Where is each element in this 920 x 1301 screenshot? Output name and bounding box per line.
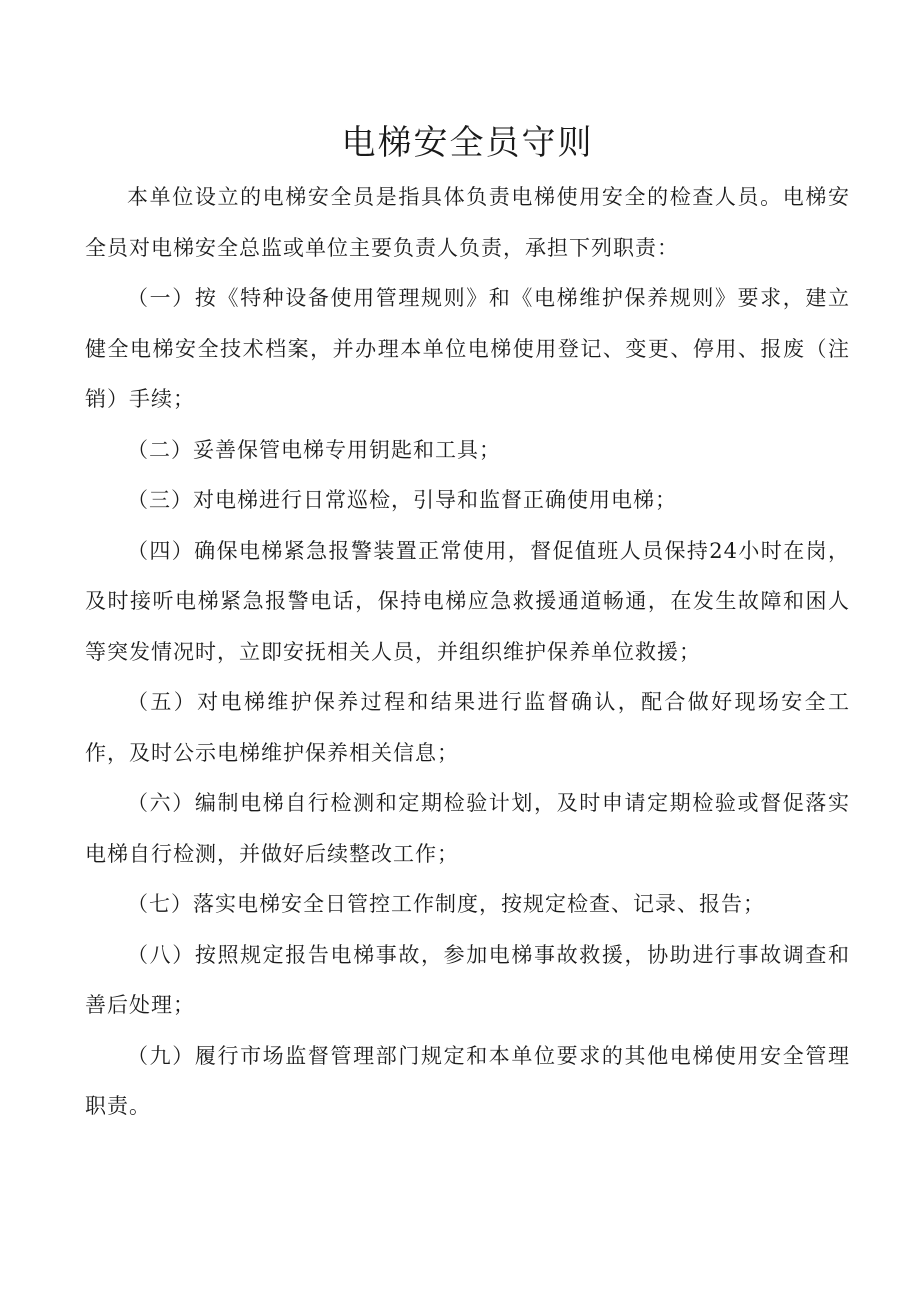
duty-item-3: （三）对电梯进行日常巡检，引导和监督正确使用电梯；: [127, 488, 677, 512]
document-page: [85, 118, 850, 1132]
intro-paragraph: 本单位设立的电梯安全员是指具体负责电梯使用安全的检查人员。电梯安全员对电梯安全总监或单位主要负责人负责，承担下列职责：: [85, 185, 850, 260]
duty-item-6: （六）编制电梯自行检测和定期检验计划，及时申请定期检验或督促落实电梯自行检测，并做好后续整改工作；: [85, 791, 850, 866]
duty-item-8: （八）按照规定报告电梯事故，参加电梯事故救援，协助进行事故调查和善后处理；: [85, 942, 850, 1017]
duty-item-2: （二）妥善保管电梯专用钥匙和工具；: [127, 437, 501, 462]
duty-item-7: （七）落实电梯安全日管控工作制度，按规定检查、记录、报告；: [127, 892, 765, 916]
duty-item-5: （五）对电梯维护保养过程和结果进行监督确认，配合做好现场安全工作，及时公示电梯维护保养相关信息；: [85, 690, 850, 765]
page-title: 电梯安全员守则: [341, 123, 594, 163]
duty-item-4: （四）确保电梯紧急报警装置正常使用，督促值班人员保持24小时在岗，及时接听电梯紧急报警电话，保持电梯应急救援通道畅通，在发生故障和困人等突发情况时，立即安抚相关人员，并组织维护保养单位救援；: [85, 538, 850, 664]
duty-item-1: （一）按《特种设备使用管理规则》和《电梯维护保养规则》要求，建立健全电梯安全技术档案，并办理本单位电梯使用登记、变更、停用、报废（注销）手续；: [85, 286, 850, 411]
duty-item-9: （九）履行市场监督管理部门规定和本单位要求的其他电梯使用安全管理职责。: [85, 1043, 850, 1118]
